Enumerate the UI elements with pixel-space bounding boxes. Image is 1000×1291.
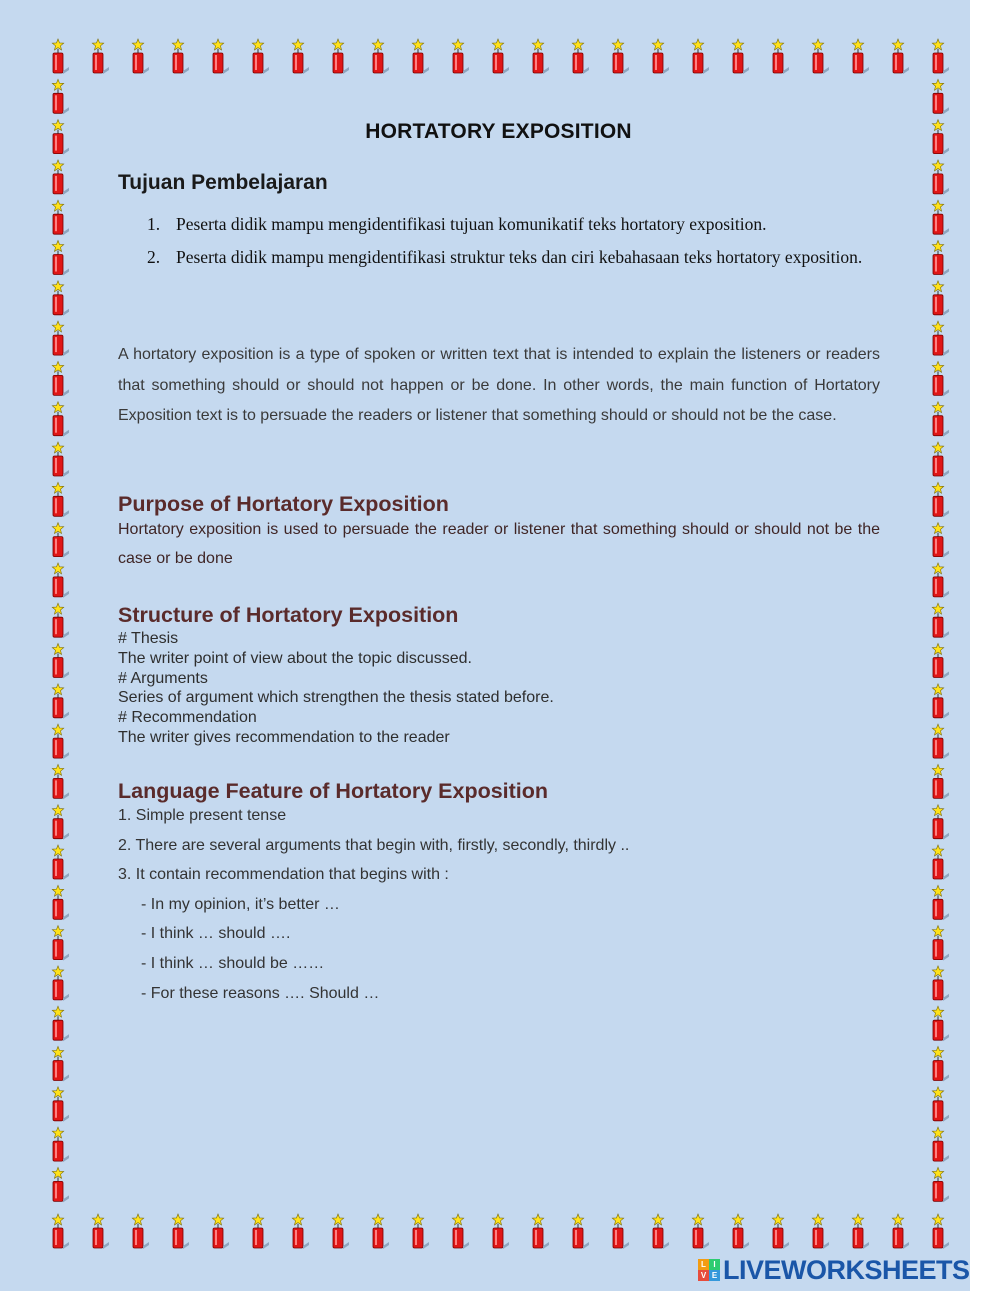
language-feature-item: 1. Simple present tense — [118, 807, 287, 824]
objective-item — [147, 208, 880, 241]
language-feature-item: 3. It contain recommendation that begins with : — [118, 866, 449, 884]
structure-line: # Arguments — [118, 669, 208, 687]
objectives-list — [147, 208, 880, 274]
language-feature-list — [118, 805, 880, 1012]
language-heading: Language Feature of Hortatory Exposition — [118, 779, 549, 803]
example-phrase: - I think … should be …… — [141, 954, 325, 972]
purpose-heading: Purpose of Hortatory Exposition — [118, 492, 449, 516]
objective-text: Peserta didik mampu mengidentifikasi tujuan komunikatif teks hortatory exposition. — [176, 214, 767, 234]
example-phrase: - In my opinion, it’s better … — [141, 895, 340, 913]
structure-heading: Structure of Hortatory Exposition — [118, 603, 459, 627]
logo-tile: E — [709, 1270, 720, 1281]
structure-line: # Thesis — [118, 630, 179, 647]
example-phrase: - I think … should …. — [141, 925, 291, 943]
purpose-body: Hortatory exposition is used to persuade the reader or listener that something should or should not be the case or be done — [118, 521, 880, 567]
liveworksheets-logo-icon — [698, 1259, 720, 1281]
example-phrase: - For these reasons …. Should … — [141, 984, 380, 1002]
structure-line: The writer gives recommendation to the reader — [118, 728, 450, 746]
structure-list — [118, 629, 880, 748]
logo-tile: I — [709, 1259, 720, 1270]
objective-item — [147, 241, 880, 274]
liveworksheets-watermark — [698, 1256, 970, 1284]
language-feature-item: 2. There are several arguments that begin with, firstly, secondly, thirdly .. — [118, 836, 630, 854]
logo-tile: L — [698, 1259, 709, 1270]
structure-line: Series of argument which strengthen the thesis stated before. — [118, 689, 554, 707]
structure-line: The writer point of view about the topic discussed. — [118, 649, 472, 667]
objective-text: Peserta didik mampu mengidentifikasi struktur teks dan ciri kebahasaan teks hortatory exposition. — [176, 247, 863, 267]
structure-line: # Recommendation — [118, 709, 257, 727]
page-title: HORTATORY EXPOSITION — [365, 120, 632, 143]
objective-number: 1. — [147, 214, 161, 234]
logo-tile: V — [698, 1270, 709, 1281]
liveworksheets-brand: LIVEWORKSHEETS — [723, 1254, 970, 1285]
objective-number: 2. — [147, 247, 161, 267]
intro-paragraph: A hortatory exposition is a type of spoken or written text that is intended to explain the listeners or readers that something should or should not happen or be done. In other words, the main function of Hortatory Exposition text is to persuade the readers or listener that something should or should not be the case. — [118, 346, 880, 425]
objectives-heading: Tujuan Pembelajaran — [118, 171, 328, 194]
